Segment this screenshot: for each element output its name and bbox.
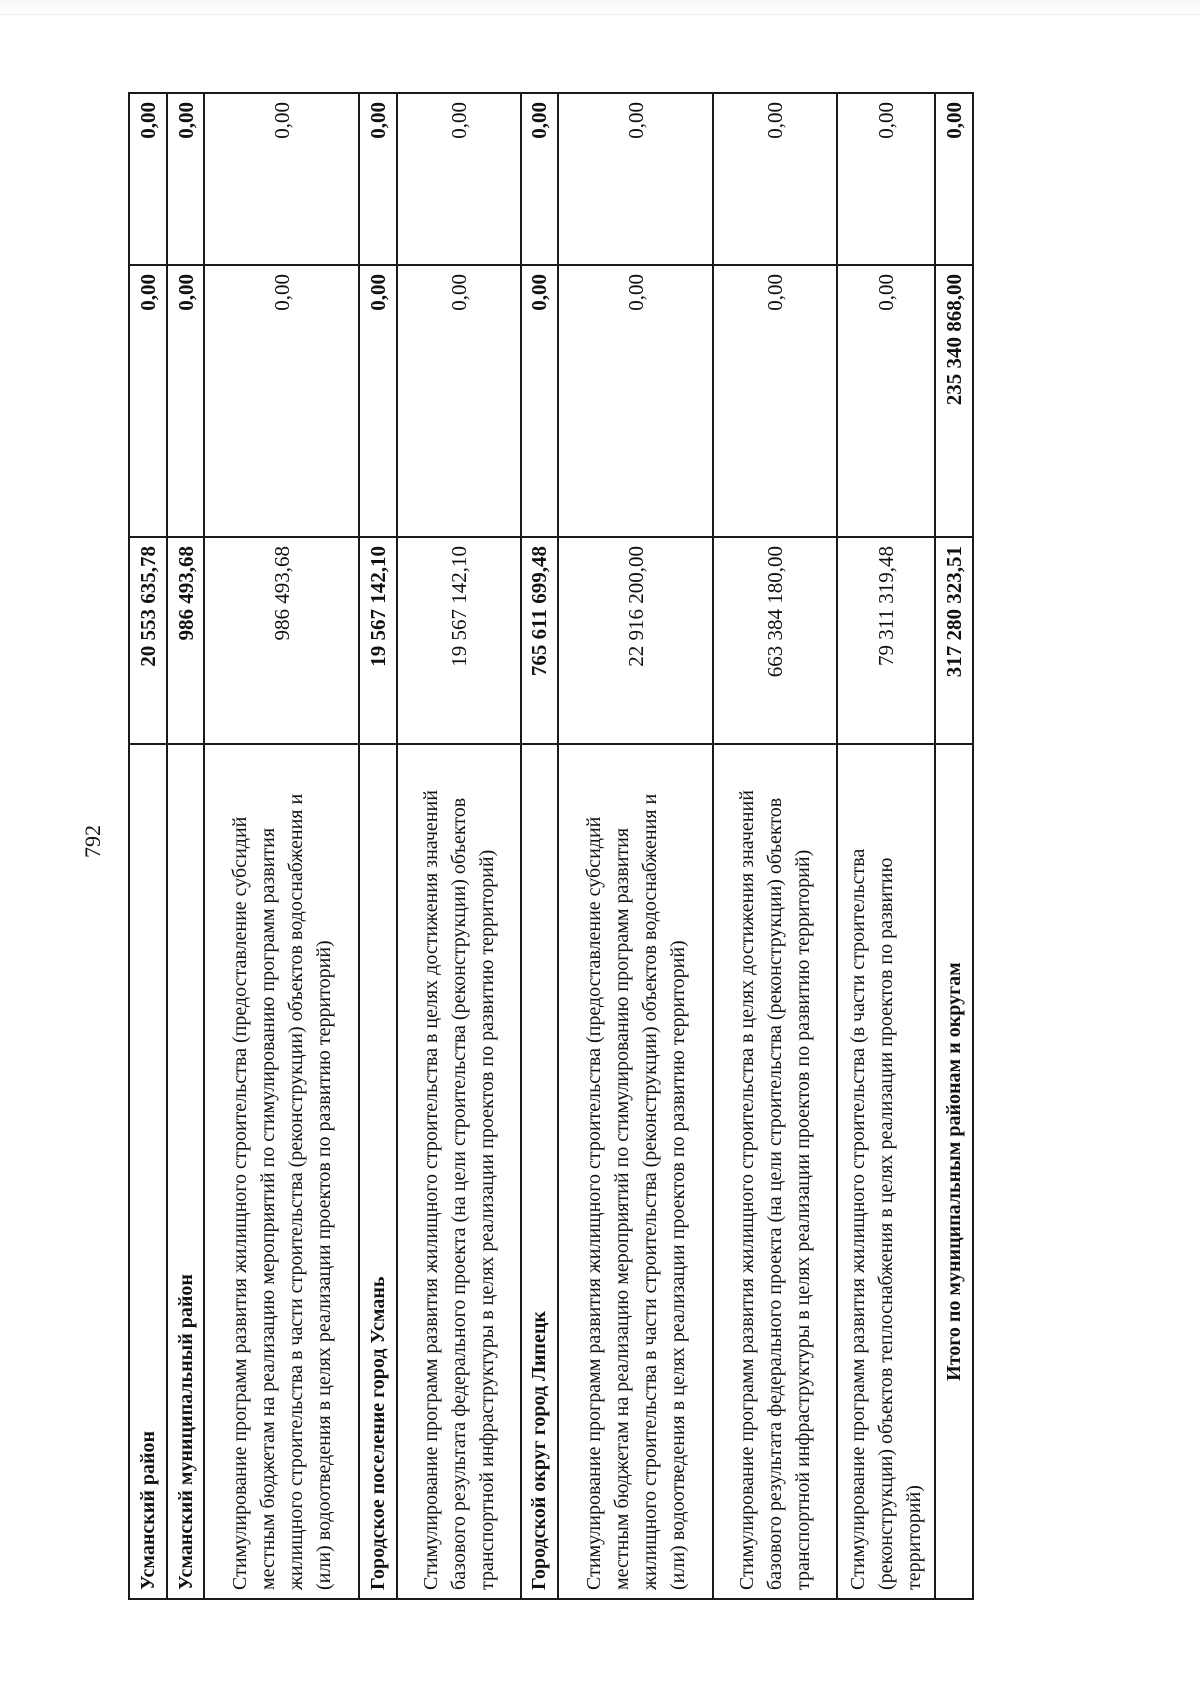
row-name: Городское поселение город Усмань (359, 744, 397, 1599)
row-name: Стимулирование программ развития жилищного строительства (предоставление субсидий местным бюджетам на реализацию мероприятий по стимулированию программ развития жилищного строительства в части строительства (реконструкции) объектов водоснабжения и (или) водоотведения в целях реализации проектов по развитию территорий) (558, 744, 713, 1599)
row-value-1: 19 567 142,10 (397, 537, 521, 744)
row-value-2: 0,00 (837, 265, 935, 537)
row-value-3: 0,00 (521, 93, 559, 265)
row-name: Стимулирование программ развития жилищного строительства в целях достижения значений базового результата федерального проекта (на цели строительства (реконструкции) объектов транспортной инфраструктуры в целях реализации проектов по развитию территорий) (713, 744, 837, 1599)
scan-top-edge (0, 0, 1200, 15)
page-number: 792 (80, 825, 105, 858)
row-value-2: 235 340 868,00 (935, 265, 973, 537)
row-value-2: 0,00 (397, 265, 521, 537)
row-value-3: 0,00 (129, 93, 167, 265)
table-row-municipality (359, 93, 397, 1599)
row-value-3: 0,00 (204, 93, 359, 265)
row-value-3: 0,00 (397, 93, 521, 265)
row-value-1: 663 384 180,00 (713, 537, 837, 744)
table-row-program (204, 93, 359, 1599)
row-value-2: 0,00 (167, 265, 205, 537)
row-value-1: 19 567 142,10 (359, 537, 397, 744)
row-value-2: 0,00 (558, 265, 713, 537)
row-value-3: 0,00 (167, 93, 205, 265)
row-value-3: 0,00 (935, 93, 973, 265)
row-name: Усманский муниципальный район (167, 744, 205, 1599)
table-row-program (713, 93, 837, 1599)
row-value-1: 986 493,68 (167, 537, 205, 744)
table-row-program (397, 93, 521, 1599)
table-row-program (837, 93, 935, 1599)
row-name: Городской округ город Липецк (521, 744, 559, 1599)
table-row-district (129, 93, 167, 1599)
row-value-2: 0,00 (713, 265, 837, 537)
row-value-1: 765 611 699,48 (521, 537, 559, 744)
table-row-municipality (521, 93, 559, 1599)
row-value-2: 0,00 (521, 265, 559, 537)
row-value-3: 0,00 (558, 93, 713, 265)
row-value-2: 0,00 (129, 265, 167, 537)
row-name: Итого по муниципальным районам и округам (935, 744, 973, 1599)
row-name: Стимулирование программ развития жилищного строительства (в части строительства (реконструкции) объектов теплоснабжения в целях реализации проектов по развитию территорий) (837, 744, 935, 1599)
row-value-3: 0,00 (359, 93, 397, 265)
row-value-1: 22 916 200,00 (558, 537, 713, 744)
rotated-table-sheet (128, 94, 974, 1600)
row-value-2: 0,00 (204, 265, 359, 537)
row-name: Усманский район (129, 744, 167, 1599)
budget-table (128, 92, 974, 1600)
row-value-1: 79 311 319,48 (837, 537, 935, 744)
table-row-municipality (167, 93, 205, 1599)
table-row-program (558, 93, 713, 1599)
row-name: Стимулирование программ развития жилищного строительства (предоставление субсидий местным бюджетам на реализацию мероприятий по стимулированию программ развития жилищного строительства в части строительства (реконструкции) объектов водоснабжения и (или) водоотведения в целях реализации проектов по развитию территорий) (204, 744, 359, 1599)
row-value-3: 0,00 (713, 93, 837, 265)
row-value-1: 20 553 635,78 (129, 537, 167, 744)
row-value-1: 986 493,68 (204, 537, 359, 744)
row-value-3: 0,00 (837, 93, 935, 265)
row-name: Стимулирование программ развития жилищного строительства в целях достижения значений базового результата федерального проекта (на цели строительства (реконструкции) объектов транспортной инфраструктуры в целях реализации проектов по развитию территорий) (397, 744, 521, 1599)
row-value-1: 317 280 323,51 (935, 537, 973, 744)
row-value-2: 0,00 (359, 265, 397, 537)
table-row-total (935, 93, 973, 1599)
